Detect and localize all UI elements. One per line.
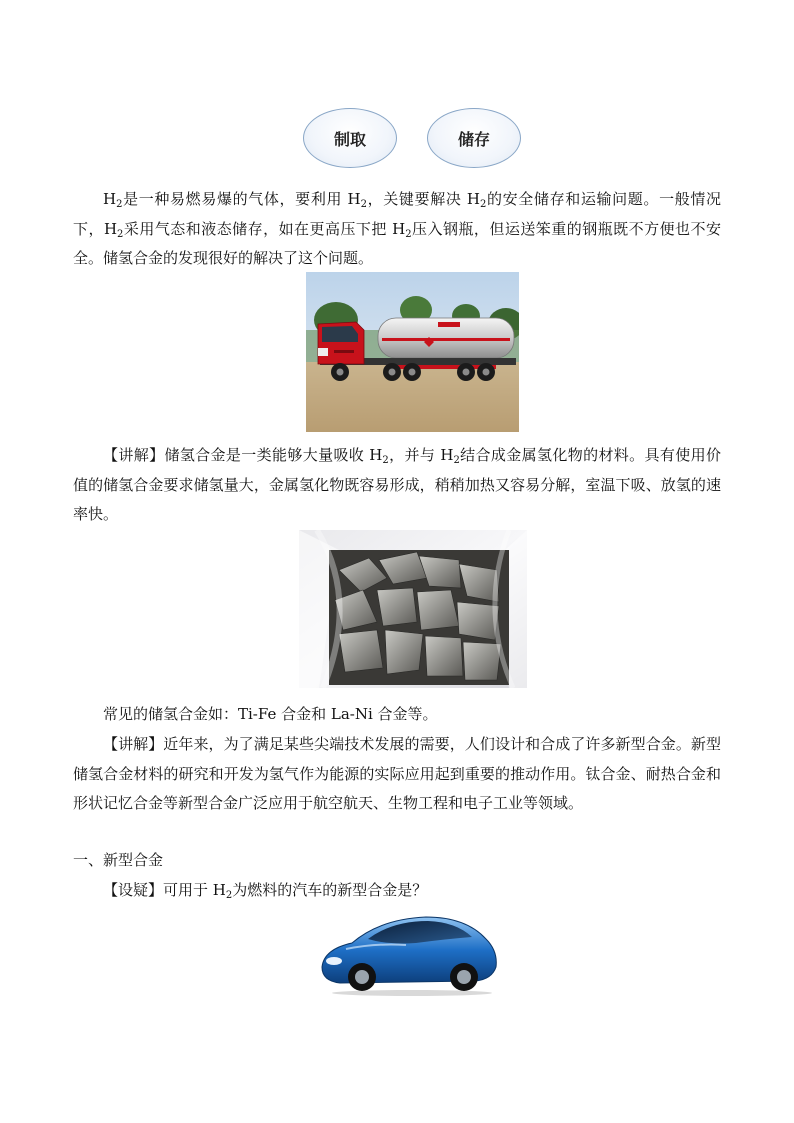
section-heading-new-alloys: 一、新型合金: [73, 851, 164, 869]
paragraph-new-alloys-explanation: 【讲解】近年来，为了满足某些尖端技术发展的需要，人们设计和合成了许多新型合金。新型储氢合金材料的研究和开发为氢气作为能源的实际应用起到重要的推动作用。钛合金、耐热合金和形状记忆合金等新型合金广泛应用于航空航天、生物工程和电子工业等领域。: [73, 735, 721, 812]
paragraph-question: 【设疑】可用于 $H_2$为燃料的汽车的新型合金是？: [103, 881, 428, 901]
alloy-chunks-photo: [299, 530, 527, 688]
header-bubble-production: 制取: [303, 108, 397, 168]
tanker-truck-photo: [306, 272, 519, 432]
paragraph-hydrogen-alloy-explanation: 【讲解】储氢合金是一类能够大量吸收 $H_2$，并与 $H_2$结合成金属氢化物的材料。具有使用价值的储氢合金要求储氢量大，金属氢化物既容易形成，稍稍加热又容易分解，室温下吸、放氢的速率快。: [73, 446, 721, 523]
header-bubble-storage: 储存: [427, 108, 521, 168]
paragraph-hydrogen-storage: $H_2$是一种易燃易爆的气体，要利用 $H_2$，关键要解决 $H_2$的安全储存和运输问题。一般情况下，$H_2$采用气态和液态储存，如在更高压下把 $H_2$压入钢瓶，但运送笨重的钢瓶既不方便也不安全。储氢合金的发现很好的解决了这个问题。: [73, 190, 721, 267]
hydrogen-car-image: [316, 905, 500, 997]
paragraph-common-alloys: 常见的储氢合金如：Ti-Fe 合金和 La-Ni 合金等。: [103, 705, 438, 723]
